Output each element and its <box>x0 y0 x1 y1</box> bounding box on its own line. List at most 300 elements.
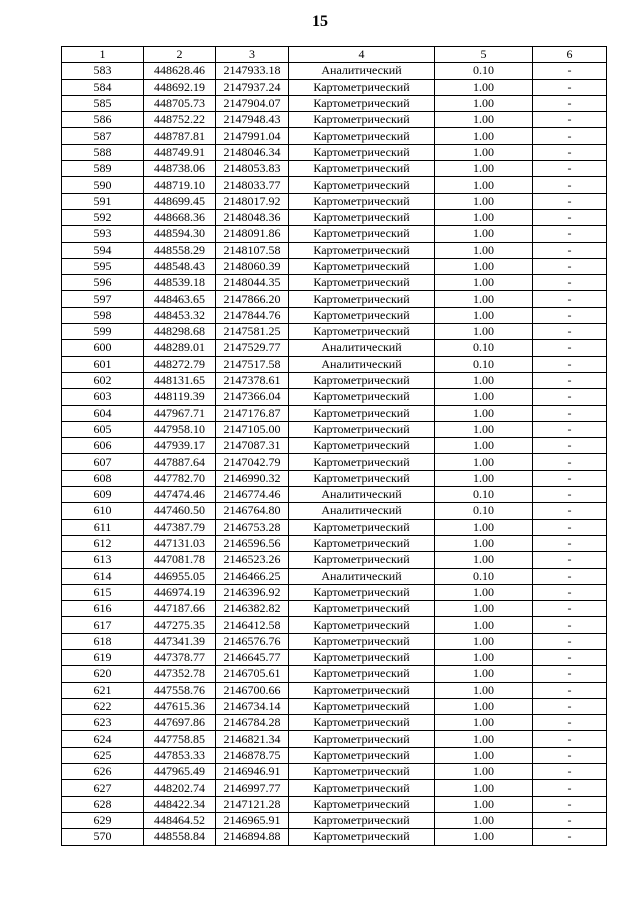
table-row <box>62 193 607 209</box>
y-coordinate-cell: 2147937.24 <box>216 79 289 95</box>
point-number-cell: 595 <box>62 258 144 274</box>
point-number-cell: 626 <box>62 764 144 780</box>
method-cell: Картометрический <box>289 226 435 242</box>
accuracy-cell: 1.00 <box>435 747 533 763</box>
x-coordinate-cell: 447887.64 <box>144 454 216 470</box>
note-cell: - <box>533 487 607 503</box>
y-coordinate-cell: 2147121.28 <box>216 796 289 812</box>
x-coordinate-cell: 447474.46 <box>144 487 216 503</box>
y-coordinate-cell: 2147087.31 <box>216 438 289 454</box>
point-number-cell: 583 <box>62 63 144 79</box>
note-cell: - <box>533 356 607 372</box>
y-coordinate-cell: 2147529.77 <box>216 340 289 356</box>
y-coordinate-cell: 2148091.86 <box>216 226 289 242</box>
header-row <box>62 47 607 63</box>
accuracy-cell: 1.00 <box>435 617 533 633</box>
y-coordinate-cell: 2148060.39 <box>216 258 289 274</box>
y-coordinate-cell: 2148017.92 <box>216 193 289 209</box>
method-cell: Картометрический <box>289 242 435 258</box>
note-cell: - <box>533 63 607 79</box>
table-row <box>62 112 607 128</box>
y-coordinate-cell: 2147933.18 <box>216 63 289 79</box>
y-coordinate-cell: 2146700.66 <box>216 682 289 698</box>
table-row <box>62 519 607 535</box>
x-coordinate-cell: 448787.81 <box>144 128 216 144</box>
note-cell: - <box>533 209 607 225</box>
accuracy-cell: 1.00 <box>435 144 533 160</box>
note-cell: - <box>533 421 607 437</box>
note-cell: - <box>533 389 607 405</box>
table-row <box>62 487 607 503</box>
x-coordinate-cell: 448422.34 <box>144 796 216 812</box>
table-row <box>62 128 607 144</box>
note-cell: - <box>533 454 607 470</box>
x-coordinate-cell: 447378.77 <box>144 649 216 665</box>
method-cell: Картометрический <box>289 633 435 649</box>
x-coordinate-cell: 448548.43 <box>144 258 216 274</box>
table-row <box>62 780 607 796</box>
note-cell: - <box>533 747 607 763</box>
table-row <box>62 666 607 682</box>
y-coordinate-cell: 2147866.20 <box>216 291 289 307</box>
column-header-1: 1 <box>62 47 144 63</box>
y-coordinate-cell: 2147948.43 <box>216 112 289 128</box>
table-row <box>62 698 607 714</box>
y-coordinate-cell: 2146878.75 <box>216 747 289 763</box>
y-coordinate-cell: 2146764.80 <box>216 503 289 519</box>
accuracy-cell: 1.00 <box>435 275 533 291</box>
y-coordinate-cell: 2146645.77 <box>216 649 289 665</box>
method-cell: Картометрический <box>289 617 435 633</box>
point-number-cell: 587 <box>62 128 144 144</box>
x-coordinate-cell: 447187.66 <box>144 601 216 617</box>
x-coordinate-cell: 447782.70 <box>144 470 216 486</box>
x-coordinate-cell: 448453.32 <box>144 307 216 323</box>
x-coordinate-cell: 448594.30 <box>144 226 216 242</box>
x-coordinate-cell: 448463.65 <box>144 291 216 307</box>
y-coordinate-cell: 2146784.28 <box>216 715 289 731</box>
x-coordinate-cell: 447460.50 <box>144 503 216 519</box>
x-coordinate-cell: 447341.39 <box>144 633 216 649</box>
x-coordinate-cell: 448272.79 <box>144 356 216 372</box>
table-row <box>62 226 607 242</box>
table-row <box>62 324 607 340</box>
accuracy-cell: 1.00 <box>435 633 533 649</box>
table-row <box>62 95 607 111</box>
accuracy-cell: 1.00 <box>435 242 533 258</box>
method-cell: Аналитический <box>289 356 435 372</box>
x-coordinate-cell: 447558.76 <box>144 682 216 698</box>
x-coordinate-cell: 448464.52 <box>144 812 216 828</box>
table-row <box>62 242 607 258</box>
note-cell: - <box>533 372 607 388</box>
note-cell: - <box>533 161 607 177</box>
accuracy-cell: 1.00 <box>435 405 533 421</box>
method-cell: Картометрический <box>289 405 435 421</box>
x-coordinate-cell: 448705.73 <box>144 95 216 111</box>
method-cell: Картометрический <box>289 715 435 731</box>
method-cell: Картометрический <box>289 454 435 470</box>
method-cell: Картометрический <box>289 764 435 780</box>
note-cell: - <box>533 568 607 584</box>
point-number-cell: 611 <box>62 519 144 535</box>
method-cell: Картометрический <box>289 421 435 437</box>
point-number-cell: 621 <box>62 682 144 698</box>
point-number-cell: 625 <box>62 747 144 763</box>
accuracy-cell: 1.00 <box>435 258 533 274</box>
y-coordinate-cell: 2147844.76 <box>216 307 289 323</box>
table-row <box>62 747 607 763</box>
x-coordinate-cell: 447615.36 <box>144 698 216 714</box>
method-cell: Картометрический <box>289 177 435 193</box>
point-number-cell: 603 <box>62 389 144 405</box>
x-coordinate-cell: 448558.29 <box>144 242 216 258</box>
x-coordinate-cell: 446955.05 <box>144 568 216 584</box>
method-cell: Картометрический <box>289 193 435 209</box>
y-coordinate-cell: 2146997.77 <box>216 780 289 796</box>
point-number-cell: 591 <box>62 193 144 209</box>
y-coordinate-cell: 2148048.36 <box>216 209 289 225</box>
y-coordinate-cell: 2146466.25 <box>216 568 289 584</box>
point-number-cell: 601 <box>62 356 144 372</box>
accuracy-cell: 1.00 <box>435 372 533 388</box>
note-cell: - <box>533 226 607 242</box>
y-coordinate-cell: 2146894.88 <box>216 829 289 845</box>
point-number-cell: 597 <box>62 291 144 307</box>
point-number-cell: 596 <box>62 275 144 291</box>
accuracy-cell: 1.00 <box>435 552 533 568</box>
y-coordinate-cell: 2146382.82 <box>216 601 289 617</box>
method-cell: Картометрический <box>289 161 435 177</box>
x-coordinate-cell: 448558.84 <box>144 829 216 845</box>
table-row <box>62 764 607 780</box>
x-coordinate-cell: 447352.78 <box>144 666 216 682</box>
point-number-cell: 599 <box>62 324 144 340</box>
accuracy-cell: 1.00 <box>435 829 533 845</box>
accuracy-cell: 1.00 <box>435 112 533 128</box>
note-cell: - <box>533 601 607 617</box>
point-number-cell: 615 <box>62 584 144 600</box>
method-cell: Картометрический <box>289 438 435 454</box>
x-coordinate-cell: 448752.22 <box>144 112 216 128</box>
table-row <box>62 796 607 812</box>
method-cell: Картометрический <box>289 698 435 714</box>
y-coordinate-cell: 2146990.32 <box>216 470 289 486</box>
point-number-cell: 586 <box>62 112 144 128</box>
note-cell: - <box>533 438 607 454</box>
method-cell: Картометрический <box>289 747 435 763</box>
method-cell: Картометрический <box>289 535 435 551</box>
y-coordinate-cell: 2147517.58 <box>216 356 289 372</box>
y-coordinate-cell: 2147378.61 <box>216 372 289 388</box>
method-cell: Картометрический <box>289 291 435 307</box>
accuracy-cell: 1.00 <box>435 519 533 535</box>
note-cell: - <box>533 193 607 209</box>
method-cell: Картометрический <box>289 601 435 617</box>
table-row <box>62 372 607 388</box>
point-number-cell: 594 <box>62 242 144 258</box>
point-number-cell: 618 <box>62 633 144 649</box>
column-header-2: 2 <box>144 47 216 63</box>
table-row <box>62 258 607 274</box>
y-coordinate-cell: 2148046.34 <box>216 144 289 160</box>
accuracy-cell: 1.00 <box>435 649 533 665</box>
x-coordinate-cell: 447697.86 <box>144 715 216 731</box>
point-number-cell: 593 <box>62 226 144 242</box>
table-row <box>62 79 607 95</box>
point-number-cell: 623 <box>62 715 144 731</box>
note-cell: - <box>533 829 607 845</box>
method-cell: Картометрический <box>289 682 435 698</box>
x-coordinate-cell: 448719.10 <box>144 177 216 193</box>
accuracy-cell: 1.00 <box>435 812 533 828</box>
accuracy-cell: 1.00 <box>435 209 533 225</box>
table-body <box>62 63 607 845</box>
x-coordinate-cell: 448202.74 <box>144 780 216 796</box>
point-number-cell: 604 <box>62 405 144 421</box>
method-cell: Аналитический <box>289 63 435 79</box>
accuracy-cell: 1.00 <box>435 177 533 193</box>
accuracy-cell: 1.00 <box>435 128 533 144</box>
note-cell: - <box>533 291 607 307</box>
table-row <box>62 649 607 665</box>
table-row <box>62 829 607 845</box>
accuracy-cell: 1.00 <box>435 389 533 405</box>
note-cell: - <box>533 112 607 128</box>
note-cell: - <box>533 764 607 780</box>
method-cell: Аналитический <box>289 503 435 519</box>
method-cell: Картометрический <box>289 128 435 144</box>
point-number-cell: 619 <box>62 649 144 665</box>
point-number-cell: 602 <box>62 372 144 388</box>
accuracy-cell: 1.00 <box>435 666 533 682</box>
note-cell: - <box>533 519 607 535</box>
method-cell: Аналитический <box>289 340 435 356</box>
note-cell: - <box>533 552 607 568</box>
table-row <box>62 209 607 225</box>
y-coordinate-cell: 2146412.58 <box>216 617 289 633</box>
y-coordinate-cell: 2147042.79 <box>216 454 289 470</box>
x-coordinate-cell: 448119.39 <box>144 389 216 405</box>
note-cell: - <box>533 535 607 551</box>
table-row <box>62 63 607 79</box>
x-coordinate-cell: 447958.10 <box>144 421 216 437</box>
accuracy-cell: 1.00 <box>435 421 533 437</box>
table-row <box>62 601 607 617</box>
accuracy-cell: 1.00 <box>435 454 533 470</box>
point-number-cell: 606 <box>62 438 144 454</box>
column-header-6: 6 <box>533 47 607 63</box>
table-row <box>62 503 607 519</box>
note-cell: - <box>533 780 607 796</box>
point-number-cell: 598 <box>62 307 144 323</box>
point-number-cell: 612 <box>62 535 144 551</box>
method-cell: Картометрический <box>289 780 435 796</box>
x-coordinate-cell: 447939.17 <box>144 438 216 454</box>
point-number-cell: 628 <box>62 796 144 812</box>
x-coordinate-cell: 447131.03 <box>144 535 216 551</box>
table-row <box>62 535 607 551</box>
y-coordinate-cell: 2146396.92 <box>216 584 289 600</box>
note-cell: - <box>533 324 607 340</box>
y-coordinate-cell: 2148107.58 <box>216 242 289 258</box>
note-cell: - <box>533 666 607 682</box>
table-row <box>62 552 607 568</box>
y-coordinate-cell: 2147366.04 <box>216 389 289 405</box>
method-cell: Картометрический <box>289 112 435 128</box>
x-coordinate-cell: 448539.18 <box>144 275 216 291</box>
accuracy-cell: 1.00 <box>435 796 533 812</box>
point-number-cell: 616 <box>62 601 144 617</box>
accuracy-cell: 1.00 <box>435 601 533 617</box>
note-cell: - <box>533 682 607 698</box>
x-coordinate-cell: 448749.91 <box>144 144 216 160</box>
point-number-cell: 607 <box>62 454 144 470</box>
method-cell: Картометрический <box>289 144 435 160</box>
y-coordinate-cell: 2147581.25 <box>216 324 289 340</box>
method-cell: Аналитический <box>289 568 435 584</box>
table-row <box>62 421 607 437</box>
accuracy-cell: 0.10 <box>435 487 533 503</box>
accuracy-cell: 0.10 <box>435 568 533 584</box>
y-coordinate-cell: 2146753.28 <box>216 519 289 535</box>
table-row <box>62 731 607 747</box>
method-cell: Картометрический <box>289 666 435 682</box>
note-cell: - <box>533 144 607 160</box>
x-coordinate-cell: 446974.19 <box>144 584 216 600</box>
accuracy-cell: 0.10 <box>435 340 533 356</box>
y-coordinate-cell: 2147991.04 <box>216 128 289 144</box>
column-header-5: 5 <box>435 47 533 63</box>
accuracy-cell: 1.00 <box>435 79 533 95</box>
y-coordinate-cell: 2146946.91 <box>216 764 289 780</box>
accuracy-cell: 1.00 <box>435 438 533 454</box>
note-cell: - <box>533 79 607 95</box>
table-row <box>62 291 607 307</box>
method-cell: Картометрический <box>289 470 435 486</box>
method-cell: Картометрический <box>289 275 435 291</box>
table-row <box>62 275 607 291</box>
column-header-4: 4 <box>289 47 435 63</box>
accuracy-cell: 0.10 <box>435 356 533 372</box>
x-coordinate-cell: 448668.36 <box>144 209 216 225</box>
table-row <box>62 470 607 486</box>
note-cell: - <box>533 584 607 600</box>
method-cell: Картометрический <box>289 79 435 95</box>
x-coordinate-cell: 447387.79 <box>144 519 216 535</box>
method-cell: Картометрический <box>289 209 435 225</box>
table-row <box>62 682 607 698</box>
point-number-cell: 592 <box>62 209 144 225</box>
note-cell: - <box>533 340 607 356</box>
table-row <box>62 389 607 405</box>
method-cell: Картометрический <box>289 552 435 568</box>
accuracy-cell: 1.00 <box>435 535 533 551</box>
point-number-cell: 589 <box>62 161 144 177</box>
y-coordinate-cell: 2146705.61 <box>216 666 289 682</box>
y-coordinate-cell: 2147904.07 <box>216 95 289 111</box>
x-coordinate-cell: 447275.35 <box>144 617 216 633</box>
y-coordinate-cell: 2146774.46 <box>216 487 289 503</box>
method-cell: Картометрический <box>289 258 435 274</box>
point-number-cell: 624 <box>62 731 144 747</box>
x-coordinate-cell: 448628.46 <box>144 63 216 79</box>
note-cell: - <box>533 715 607 731</box>
accuracy-cell: 1.00 <box>435 226 533 242</box>
note-cell: - <box>533 731 607 747</box>
accuracy-cell: 1.00 <box>435 470 533 486</box>
method-cell: Картометрический <box>289 584 435 600</box>
accuracy-cell: 1.00 <box>435 307 533 323</box>
note-cell: - <box>533 633 607 649</box>
table-row <box>62 144 607 160</box>
note-cell: - <box>533 649 607 665</box>
y-coordinate-cell: 2148053.83 <box>216 161 289 177</box>
x-coordinate-cell: 448738.06 <box>144 161 216 177</box>
point-number-cell: 584 <box>62 79 144 95</box>
point-number-cell: 617 <box>62 617 144 633</box>
method-cell: Картометрический <box>289 829 435 845</box>
y-coordinate-cell: 2148033.77 <box>216 177 289 193</box>
accuracy-cell: 1.00 <box>435 731 533 747</box>
method-cell: Картометрический <box>289 307 435 323</box>
method-cell: Картометрический <box>289 649 435 665</box>
x-coordinate-cell: 447081.78 <box>144 552 216 568</box>
note-cell: - <box>533 242 607 258</box>
note-cell: - <box>533 503 607 519</box>
point-number-cell: 600 <box>62 340 144 356</box>
page-number: 15 <box>312 13 328 30</box>
note-cell: - <box>533 307 607 323</box>
y-coordinate-cell: 2146523.26 <box>216 552 289 568</box>
accuracy-cell: 1.00 <box>435 161 533 177</box>
table-row <box>62 633 607 649</box>
accuracy-cell: 1.00 <box>435 780 533 796</box>
accuracy-cell: 1.00 <box>435 291 533 307</box>
note-cell: - <box>533 617 607 633</box>
point-number-cell: 620 <box>62 666 144 682</box>
table-row <box>62 161 607 177</box>
accuracy-cell: 1.00 <box>435 764 533 780</box>
accuracy-cell: 1.00 <box>435 715 533 731</box>
table-row <box>62 568 607 584</box>
y-coordinate-cell: 2146596.56 <box>216 535 289 551</box>
point-number-cell: 570 <box>62 829 144 845</box>
note-cell: - <box>533 177 607 193</box>
x-coordinate-cell: 448699.45 <box>144 193 216 209</box>
note-cell: - <box>533 275 607 291</box>
point-number-cell: 610 <box>62 503 144 519</box>
table-row <box>62 438 607 454</box>
method-cell: Картометрический <box>289 812 435 828</box>
method-cell: Картометрический <box>289 796 435 812</box>
table-row <box>62 617 607 633</box>
point-number-cell: 627 <box>62 780 144 796</box>
point-number-cell: 613 <box>62 552 144 568</box>
x-coordinate-cell: 447967.71 <box>144 405 216 421</box>
point-number-cell: 622 <box>62 698 144 714</box>
x-coordinate-cell: 448289.01 <box>144 340 216 356</box>
method-cell: Картометрический <box>289 372 435 388</box>
table-header <box>62 47 607 63</box>
y-coordinate-cell: 2148044.35 <box>216 275 289 291</box>
method-cell: Аналитический <box>289 487 435 503</box>
table-row <box>62 584 607 600</box>
table-row <box>62 812 607 828</box>
note-cell: - <box>533 128 607 144</box>
y-coordinate-cell: 2146821.34 <box>216 731 289 747</box>
method-cell: Картометрический <box>289 731 435 747</box>
